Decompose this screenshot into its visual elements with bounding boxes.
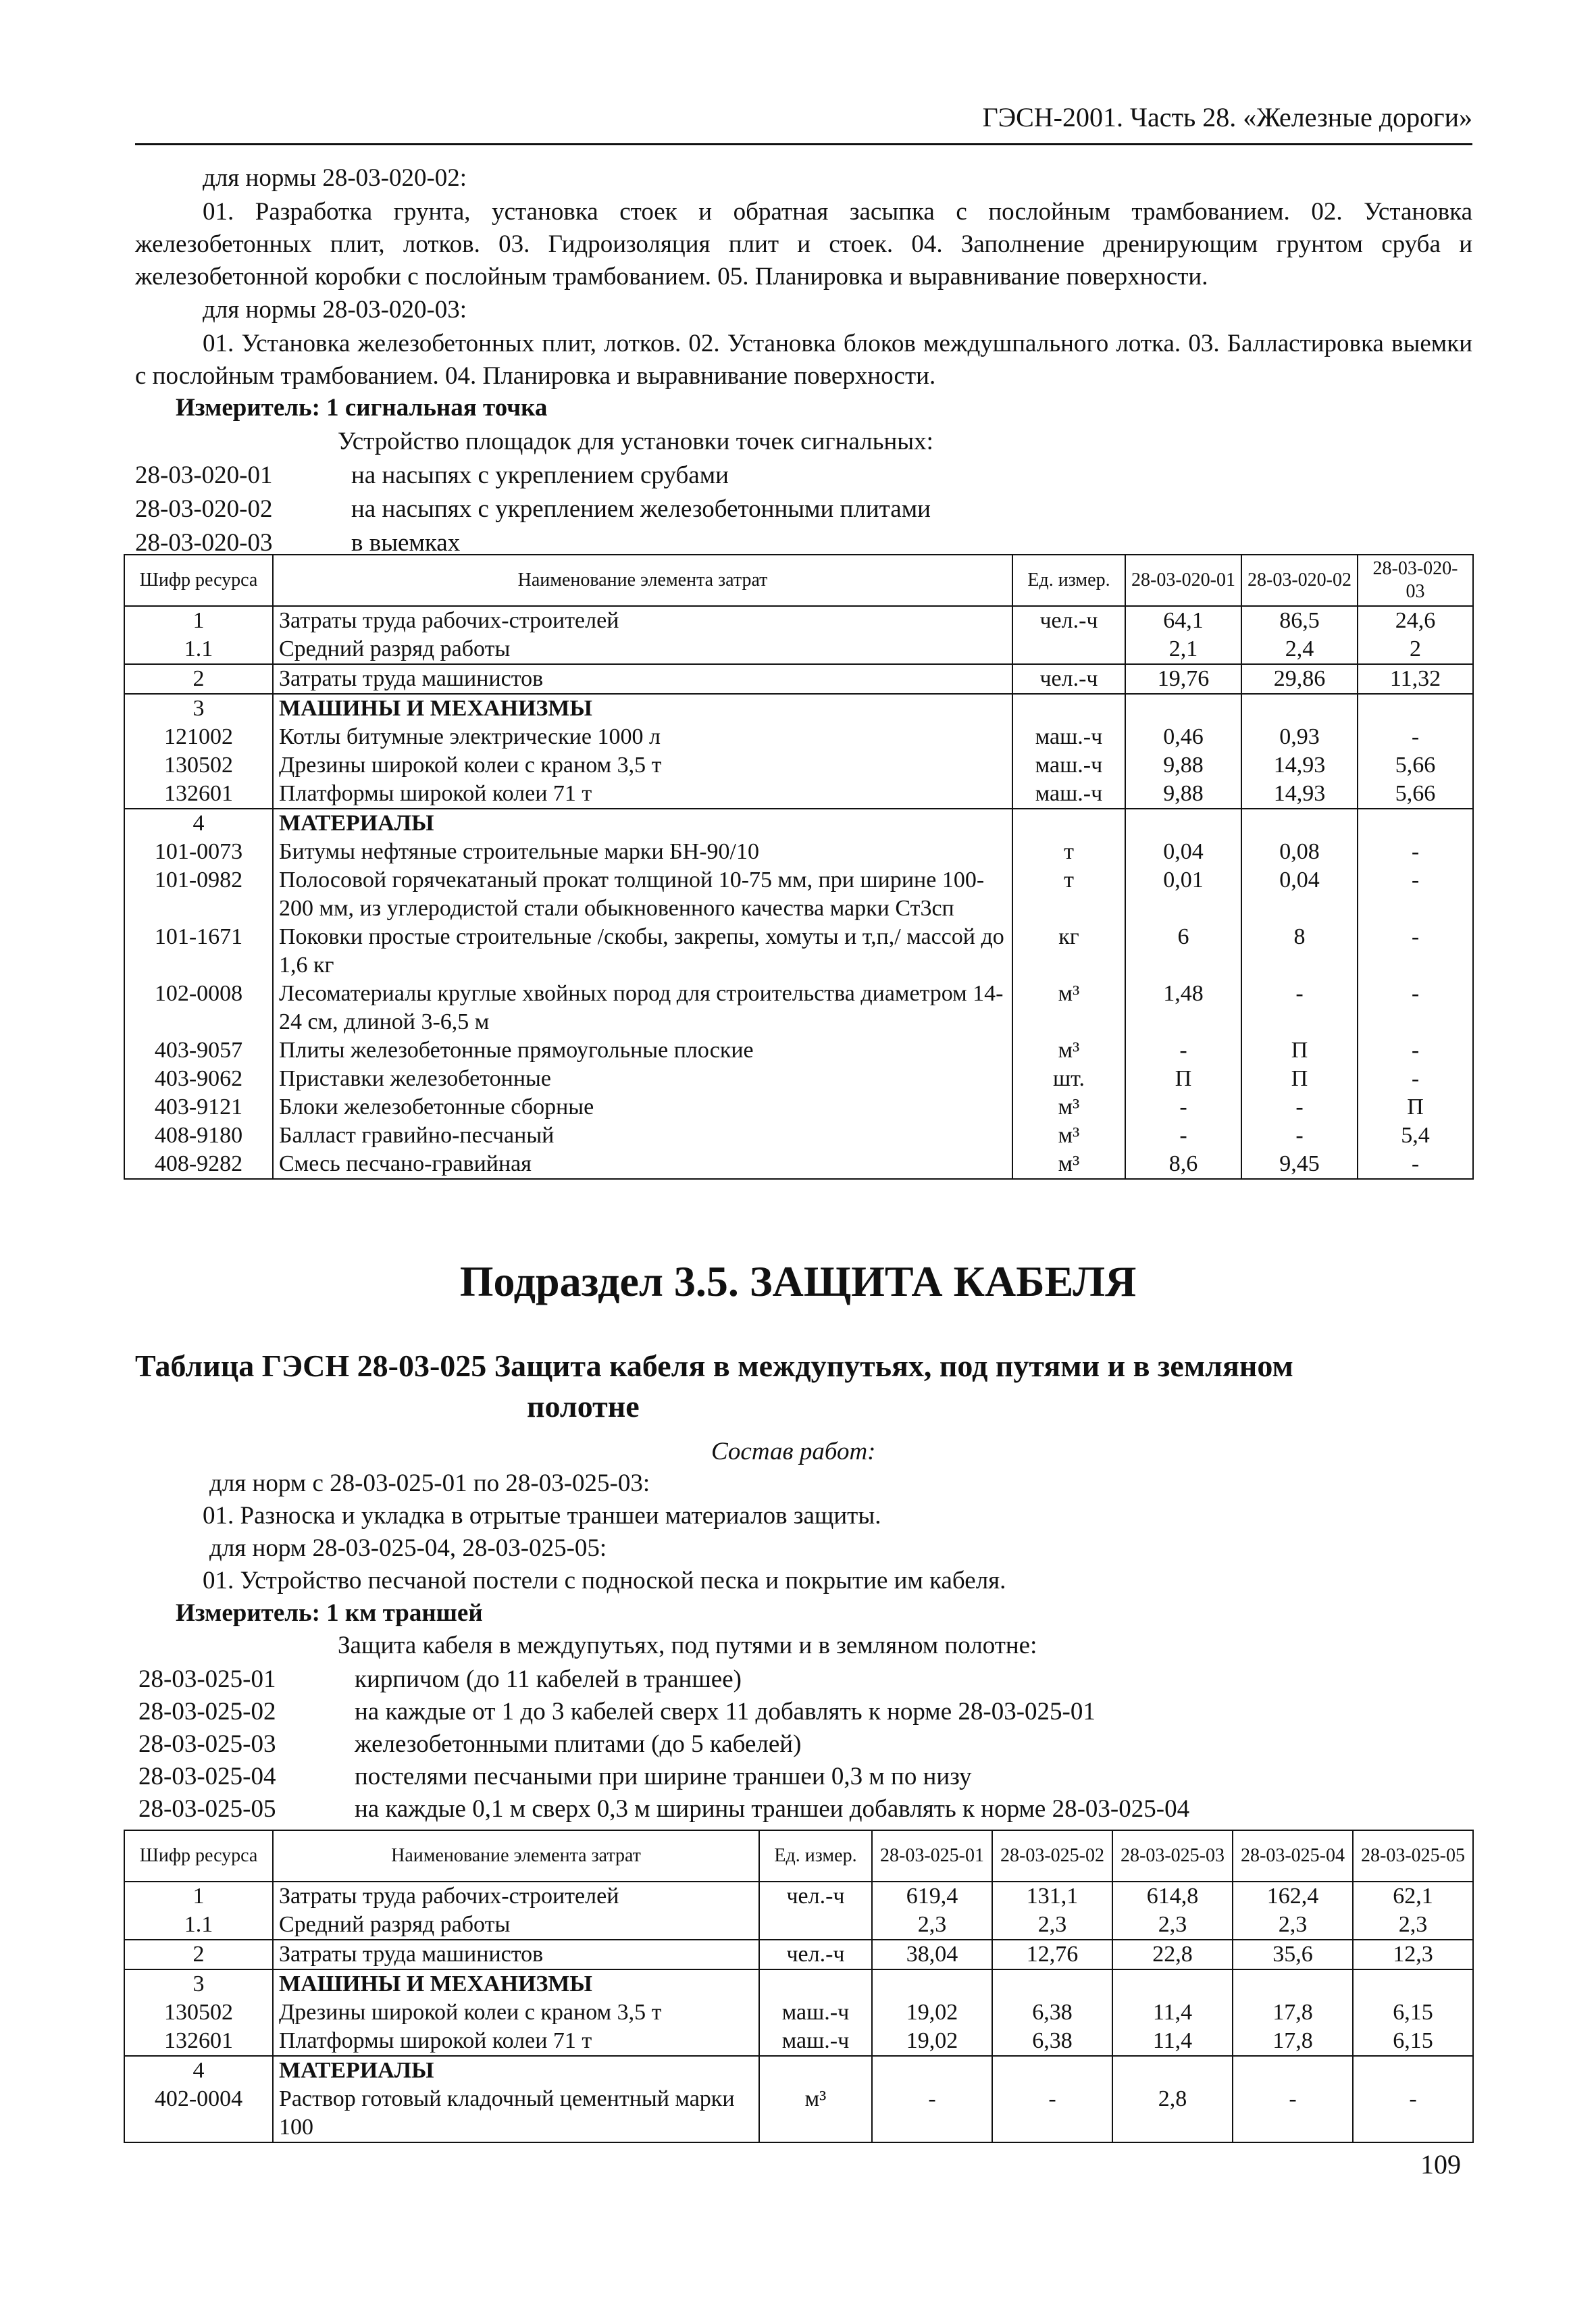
resource-code-cell: 1 <box>124 1882 273 1911</box>
device-2: Защита кабеля в междупутьях, под путями и в земляном полотне: <box>338 1632 1037 1659</box>
value-cell: 19,02 <box>872 1998 992 2027</box>
value-cell: 6,15 <box>1353 1998 1473 2027</box>
value-cell: 6,38 <box>992 2027 1112 2056</box>
value-cell: 17,8 <box>1233 1998 1353 2027</box>
value-cell: 19,02 <box>872 2027 992 2056</box>
measure-1: Измеритель: 1 сигнальная точка <box>176 394 548 422</box>
value-cell: 11,32 <box>1358 664 1473 694</box>
value-cell: 2,3 <box>992 1911 1112 1940</box>
unit-cell: чел.-ч <box>759 1882 872 1911</box>
table-row <box>124 809 1473 838</box>
norm-description: кирпичом (до 11 кабелей в траншее) <box>355 1665 742 1693</box>
unit-cell: кг <box>1012 923 1125 980</box>
resource-name-cell: Дрезины широкой колеи с краном 3,5 т <box>273 751 1012 780</box>
value-cell: 2,4 <box>1241 635 1358 664</box>
column-header: Наименование элемента затрат <box>273 1830 759 1882</box>
resource-code-cell: 2 <box>124 1940 273 1969</box>
norm02-text: 01. Разработка грунта, установка стоек и обратная засыпка с послойным трамбованием. 02. Установка железобетонных плит, лотков. 03. Гидроизоляция плит и стоек. 04. Заполнение дренирующим грунтом сруба и железобетонной коробки с послойным трамбованием. 05. Планировка и выравнивание поверхности. <box>135 198 1472 291</box>
column-header: Шифр ресурса <box>124 1830 273 1882</box>
resource-table-1 <box>124 554 1474 1180</box>
unit-cell: маш.-ч <box>1012 751 1125 780</box>
table-row <box>124 664 1473 694</box>
value-cell: 12,3 <box>1353 1940 1473 1969</box>
norm-code: 28-03-020-03 <box>135 529 273 557</box>
norm-description: на каждые 0,1 м сверх 0,3 м ширины траншеи добавлять к норме 28-03-025-04 <box>355 1795 1190 1823</box>
resource-code-cell: 130502 <box>124 751 273 780</box>
value-cell: - <box>992 2085 1112 2142</box>
unit-cell: шт. <box>1012 1065 1125 1093</box>
column-header: 28-03-025-01 <box>872 1830 992 1882</box>
norm-description: на насыпях с укреплением срубами <box>351 461 729 489</box>
value-cell <box>1353 1969 1473 1998</box>
value-cell: 11,4 <box>1112 1998 1233 2027</box>
resource-name-cell: Затраты труда рабочих-строителей <box>273 1882 759 1911</box>
value-cell: 9,88 <box>1125 751 1241 780</box>
value-cell: 0,04 <box>1241 866 1358 923</box>
norm-description: постелями песчаными при ширине траншеи 0,3 м по низу <box>355 1763 972 1790</box>
value-cell: - <box>872 2085 992 2142</box>
column-header: 28-03-020-01 <box>1125 555 1241 606</box>
value-cell: - <box>1241 980 1358 1036</box>
value-cell: - <box>1233 2085 1353 2142</box>
resource-code-cell: 121002 <box>124 723 273 751</box>
resource-code-cell: 1.1 <box>124 1911 273 1940</box>
table-row <box>124 780 1473 809</box>
norm03-label: для нормы 28-03-020-03: <box>203 296 467 324</box>
value-cell: 0,93 <box>1241 723 1358 751</box>
value-cell: П <box>1358 1093 1473 1122</box>
value-cell: - <box>1358 1036 1473 1065</box>
value-cell: П <box>1241 1065 1358 1093</box>
table-row <box>124 1969 1473 1998</box>
table-row <box>124 2085 1473 2142</box>
resource-name-cell: МАШИНЫ И МЕХАНИЗМЫ <box>273 1969 759 1998</box>
value-cell: 8,6 <box>1125 1150 1241 1179</box>
resource-code-cell: 101-1671 <box>124 923 273 980</box>
value-cell <box>1358 809 1473 838</box>
page-number: 109 <box>1420 2149 1461 2180</box>
value-cell: 1,48 <box>1125 980 1241 1036</box>
value-cell: - <box>1358 723 1473 751</box>
norms2-text: 01. Устройство песчаной постели с подноской песка и покрытие им кабеля. <box>203 1567 1006 1594</box>
resource-code-cell: 3 <box>124 694 273 723</box>
value-cell: 2,8 <box>1112 2085 1233 2142</box>
value-cell: 22,8 <box>1112 1940 1233 1969</box>
value-cell: 8 <box>1241 923 1358 980</box>
value-cell: - <box>1358 980 1473 1036</box>
resource-code-cell: 101-0982 <box>124 866 273 923</box>
value-cell: 2,3 <box>872 1911 992 1940</box>
running-header-text: ГЭСН-2001. Часть 28. «Железные дороги» <box>982 102 1472 132</box>
value-cell <box>992 1969 1112 1998</box>
unit-cell: м³ <box>1012 1122 1125 1150</box>
value-cell <box>1125 809 1241 838</box>
value-cell: 0,08 <box>1241 838 1358 866</box>
table-row <box>124 1122 1473 1150</box>
unit-cell: маш.-ч <box>759 1998 872 2027</box>
norm-description: на насыпях с укреплением железобетонными плитами <box>351 495 931 523</box>
value-cell: 19,76 <box>1125 664 1241 694</box>
resource-name-cell: Затраты труда машинистов <box>273 664 1012 694</box>
value-cell: 0,04 <box>1125 838 1241 866</box>
resource-code-cell: 4 <box>124 2056 273 2085</box>
unit-cell <box>1012 809 1125 838</box>
value-cell: 12,76 <box>992 1940 1112 1969</box>
unit-cell: чел.-ч <box>1012 664 1125 694</box>
table-row <box>124 606 1473 635</box>
value-cell: 14,93 <box>1241 780 1358 809</box>
column-header: 28-03-025-05 <box>1353 1830 1473 1882</box>
value-cell: 619,4 <box>872 1882 992 1911</box>
value-cell: 6,38 <box>992 1998 1112 2027</box>
unit-cell: чел.-ч <box>759 1940 872 1969</box>
resource-name-cell: МАШИНЫ И МЕХАНИЗМЫ <box>273 694 1012 723</box>
value-cell: 2,1 <box>1125 635 1241 664</box>
resource-code-cell: 102-0008 <box>124 980 273 1036</box>
unit-cell: м³ <box>1012 1036 1125 1065</box>
value-cell <box>1241 694 1358 723</box>
column-header: Ед. измер. <box>759 1830 872 1882</box>
unit-cell <box>759 1911 872 1940</box>
norm03-text: 01. Установка железобетонных плит, лотков. 02. Установка блоков междушпального лотка. 03. Балластировка выемки с послойным трамбованием. 04. Планировка и выравнивание поверхности. <box>135 330 1472 390</box>
norm-code: 28-03-025-01 <box>138 1665 276 1693</box>
resource-name-cell: Приставки железобетонные <box>273 1065 1012 1093</box>
resource-code-cell: 132601 <box>124 2027 273 2056</box>
unit-cell: м³ <box>1012 1150 1125 1179</box>
value-cell <box>872 2056 992 2085</box>
running-header <box>135 101 1472 145</box>
unit-cell <box>1012 694 1125 723</box>
value-cell: 24,6 <box>1358 606 1473 635</box>
value-cell <box>1241 809 1358 838</box>
unit-cell: маш.-ч <box>1012 723 1125 751</box>
table-row <box>124 751 1473 780</box>
value-cell: 162,4 <box>1233 1882 1353 1911</box>
unit-cell: чел.-ч <box>1012 606 1125 635</box>
column-header: 28-03-025-02 <box>992 1830 1112 1882</box>
subsection-title: Подраздел 3.5. ЗАЩИТА КАБЕЛЯ <box>459 1257 1137 1305</box>
value-cell <box>1233 1969 1353 1998</box>
value-cell: 5,4 <box>1358 1122 1473 1150</box>
resource-name-cell: Поковки простые строительные /скобы, закрепы, хомуты и т,п,/ массой до 1,6 кг <box>273 923 1012 980</box>
resource-name-cell: МАТЕРИАЛЫ <box>273 809 1012 838</box>
resource-code-cell: 1 <box>124 606 273 635</box>
unit-cell: м³ <box>759 2085 872 2142</box>
norm-code: 28-03-025-03 <box>138 1730 276 1758</box>
resource-name-cell: Плиты железобетонные прямоугольные плоские <box>273 1036 1012 1065</box>
column-header: 28-03-020-02 <box>1241 555 1358 606</box>
norm-description: на каждые от 1 до 3 кабелей сверх 11 добавлять к норме 28-03-025-01 <box>355 1698 1096 1726</box>
table-row <box>124 923 1473 980</box>
value-cell: - <box>1241 1122 1358 1150</box>
resource-code-cell: 132601 <box>124 780 273 809</box>
resource-name-cell: Платформы широкой колеи 71 т <box>273 780 1012 809</box>
norm02-label: для нормы 28-03-020-02: <box>203 164 467 192</box>
resource-code-cell: 101-0073 <box>124 838 273 866</box>
resource-code-cell: 403-9057 <box>124 1036 273 1065</box>
value-cell: 131,1 <box>992 1882 1112 1911</box>
value-cell: 5,66 <box>1358 751 1473 780</box>
value-cell: П <box>1125 1065 1241 1093</box>
column-header: 28-03-025-03 <box>1112 1830 1233 1882</box>
value-cell: 38,04 <box>872 1940 992 1969</box>
measure-2: Измеритель: 1 км траншей <box>176 1599 483 1627</box>
resource-name-cell: Средний разряд работы <box>273 1911 759 1940</box>
resource-code-cell: 403-9121 <box>124 1093 273 1122</box>
value-cell: 0,01 <box>1125 866 1241 923</box>
table-row <box>124 694 1473 723</box>
norms1-label: для норм с 28-03-025-01 по 28-03-025-03: <box>209 1469 650 1497</box>
value-cell <box>992 2056 1112 2085</box>
value-cell: - <box>1358 838 1473 866</box>
table-row <box>124 2056 1473 2085</box>
unit-cell: м³ <box>1012 980 1125 1036</box>
unit-cell: т <box>1012 838 1125 866</box>
value-cell <box>1112 1969 1233 1998</box>
value-cell: 2,3 <box>1353 1911 1473 1940</box>
value-cell <box>1112 2056 1233 2085</box>
table-row <box>124 1065 1473 1093</box>
norm-code: 28-03-020-01 <box>135 461 273 489</box>
unit-cell: маш.-ч <box>759 2027 872 2056</box>
unit-cell: маш.-ч <box>1012 780 1125 809</box>
resource-name-cell: Затраты труда рабочих-строителей <box>273 606 1012 635</box>
table-title-line2: полотне <box>527 1389 640 1424</box>
column-header: 28-03-020-03 <box>1358 555 1473 606</box>
norm-code: 28-03-025-05 <box>138 1795 276 1823</box>
resource-name-cell: Полосовой горячекатаный прокат толщиной 10-75 мм, при ширине 100-200 мм, из углеродистой стали обыкновенного качества марки Ст3сп <box>273 866 1012 923</box>
value-cell: П <box>1241 1036 1358 1065</box>
norm-description: в выемках <box>351 529 461 557</box>
value-cell <box>1358 694 1473 723</box>
resource-name-cell: МАТЕРИАЛЫ <box>273 2056 759 2085</box>
value-cell: - <box>1353 2085 1473 2142</box>
resource-name-cell: Котлы битумные электрические 1000 л <box>273 723 1012 751</box>
value-cell: 9,88 <box>1125 780 1241 809</box>
table-row <box>124 1882 1473 1911</box>
norm-code: 28-03-025-02 <box>138 1698 276 1726</box>
resource-code-cell: 408-9180 <box>124 1122 273 1150</box>
column-header: Шифр ресурса <box>124 555 273 606</box>
table-row <box>124 866 1473 923</box>
value-cell: - <box>1358 1150 1473 1179</box>
resource-code-cell: 403-9062 <box>124 1065 273 1093</box>
table-row <box>124 1150 1473 1179</box>
value-cell: - <box>1358 923 1473 980</box>
table-row <box>124 1093 1473 1122</box>
unit-cell <box>759 2056 872 2085</box>
table-row <box>124 635 1473 664</box>
resource-code-cell: 2 <box>124 664 273 694</box>
unit-cell <box>759 1969 872 1998</box>
value-cell: - <box>1358 1065 1473 1093</box>
table-row <box>124 2027 1473 2056</box>
resource-name-cell: Затраты труда машинистов <box>273 1940 759 1969</box>
unit-cell <box>1012 635 1125 664</box>
value-cell: 2,3 <box>1112 1911 1233 1940</box>
norm-code: 28-03-020-02 <box>135 495 273 523</box>
resource-name-cell: Лесоматериалы круглые хвойных пород для строительства диаметром 14-24 см, длиной 3-6,5 м <box>273 980 1012 1036</box>
value-cell: - <box>1125 1036 1241 1065</box>
resource-name-cell: Дрезины широкой колеи с краном 3,5 т <box>273 1998 759 2027</box>
value-cell: 614,8 <box>1112 1882 1233 1911</box>
table-row <box>124 1911 1473 1940</box>
resource-code-cell: 408-9282 <box>124 1150 273 1179</box>
works-label: Состав работ: <box>711 1438 876 1465</box>
value-cell: 35,6 <box>1233 1940 1353 1969</box>
resource-name-cell: Средний разряд работы <box>273 635 1012 664</box>
value-cell: - <box>1241 1093 1358 1122</box>
value-cell: - <box>1125 1093 1241 1122</box>
unit-cell: м³ <box>1012 1093 1125 1122</box>
value-cell: - <box>1358 866 1473 923</box>
table-title <box>135 1346 1472 1427</box>
value-cell <box>872 1969 992 1998</box>
value-cell: 64,1 <box>1125 606 1241 635</box>
value-cell: 6 <box>1125 923 1241 980</box>
value-cell: 14,93 <box>1241 751 1358 780</box>
value-cell: 2,3 <box>1233 1911 1353 1940</box>
value-cell: 9,45 <box>1241 1150 1358 1179</box>
resource-name-cell: Раствор готовый кладочный цементный марки 100 <box>273 2085 759 2142</box>
resource-name-cell: Блоки железобетонные сборные <box>273 1093 1012 1122</box>
resource-code-cell: 402-0004 <box>124 2085 273 2142</box>
value-cell: 86,5 <box>1241 606 1358 635</box>
resource-code-cell: 1.1 <box>124 635 273 664</box>
resource-code-cell: 3 <box>124 1969 273 1998</box>
table-row <box>124 838 1473 866</box>
value-cell: 5,66 <box>1358 780 1473 809</box>
table-row <box>124 1036 1473 1065</box>
value-cell: 29,86 <box>1241 664 1358 694</box>
value-cell: 17,8 <box>1233 2027 1353 2056</box>
column-header: Ед. измер. <box>1012 555 1125 606</box>
resource-table-2 <box>124 1830 1474 2143</box>
table-row <box>124 1940 1473 1969</box>
resource-code-cell: 4 <box>124 809 273 838</box>
unit-cell: т <box>1012 866 1125 923</box>
value-cell <box>1353 2056 1473 2085</box>
column-header: Наименование элемента затрат <box>273 555 1012 606</box>
value-cell: - <box>1125 1122 1241 1150</box>
resource-name-cell: Битумы нефтяные строительные марки БН-90/10 <box>273 838 1012 866</box>
value-cell: 2 <box>1358 635 1473 664</box>
column-header: 28-03-025-04 <box>1233 1830 1353 1882</box>
resource-name-cell: Балласт гравийно-песчаный <box>273 1122 1012 1150</box>
value-cell: 6,15 <box>1353 2027 1473 2056</box>
resource-name-cell: Смесь песчано-гравийная <box>273 1150 1012 1179</box>
table-row <box>124 980 1473 1036</box>
norm-description: железобетонными плитами (до 5 кабелей) <box>355 1730 802 1758</box>
norms2-label: для норм 28-03-025-04, 28-03-025-05: <box>209 1534 607 1562</box>
value-cell <box>1125 694 1241 723</box>
resource-name-cell: Платформы широкой колеи 71 т <box>273 2027 759 2056</box>
value-cell: 0,46 <box>1125 723 1241 751</box>
table-row <box>124 1998 1473 2027</box>
value-cell <box>1233 2056 1353 2085</box>
norm-code: 28-03-025-04 <box>138 1763 276 1790</box>
value-cell: 62,1 <box>1353 1882 1473 1911</box>
resource-code-cell: 130502 <box>124 1998 273 2027</box>
norms1-text: 01. Разноска и укладка в отрытые траншеи материалов защиты. <box>203 1502 881 1530</box>
table-title-line1: Таблица ГЭСН 28-03-025 Защита кабеля в междупутьях, под путями и в земляном <box>135 1349 1293 1383</box>
device-1: Устройство площадок для установки точек сигнальных: <box>338 428 933 455</box>
table-row <box>124 723 1473 751</box>
value-cell: 11,4 <box>1112 2027 1233 2056</box>
